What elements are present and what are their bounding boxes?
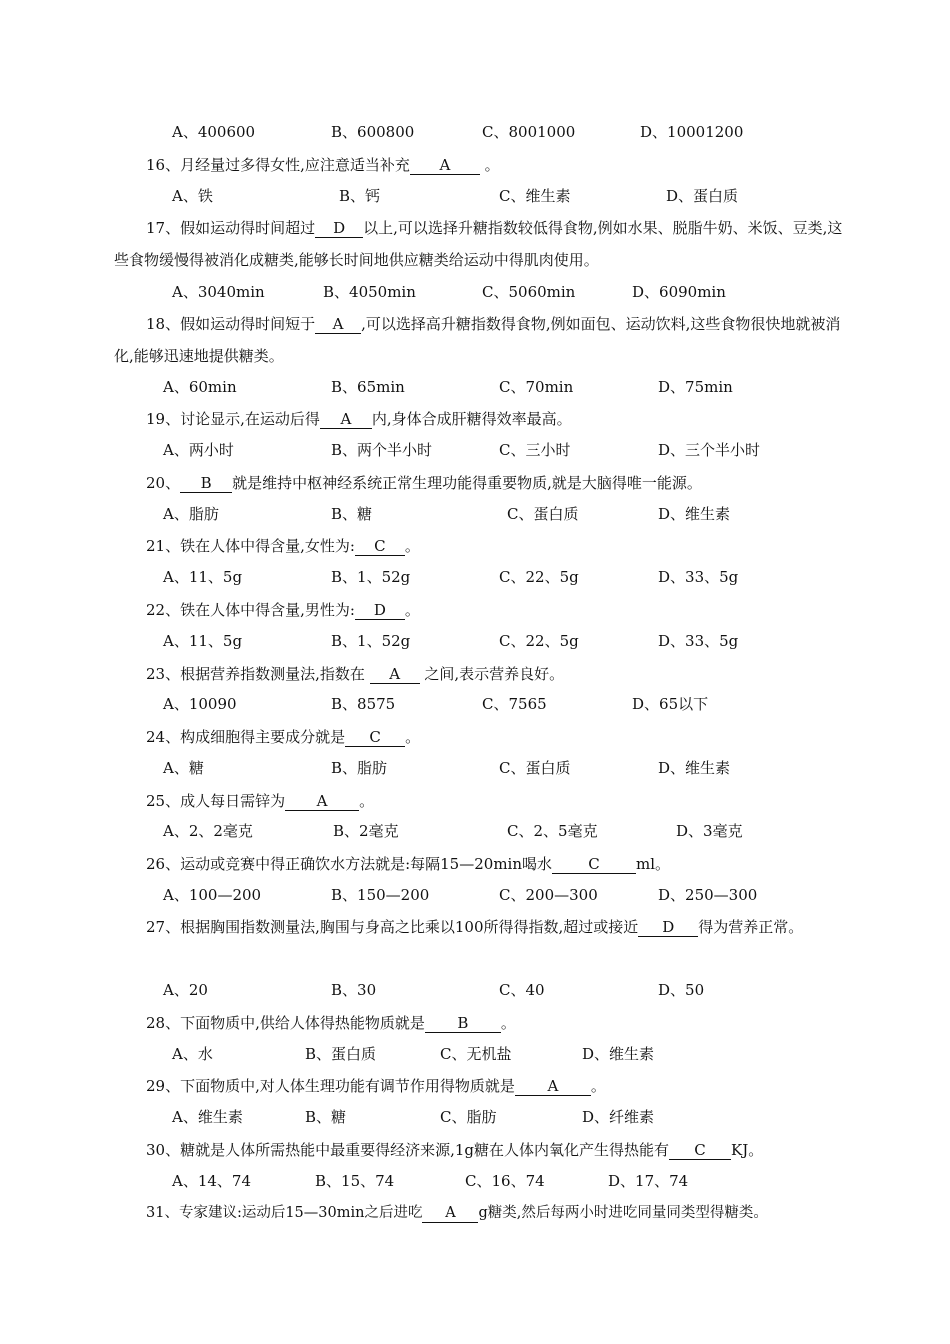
option-d: D、33、5g [658,632,739,650]
option-b: B、糖 [305,1108,347,1126]
option-b: B、糖 [331,505,373,523]
answer-blank: A [285,792,359,811]
answer-blank: A [320,410,372,429]
question-text: 31、专家建议:运动后15—30min之后进吃 [146,1205,423,1221]
question-text-end: 。 [405,728,421,746]
question-21 [114,530,844,562]
option-c: C、200—300 [499,886,598,904]
answer-blank: B [180,474,232,493]
option-a: A、水 [172,1045,213,1063]
option-a: A、维生素 [172,1108,243,1126]
option-a: A、10090 [163,695,237,713]
option-b: B、30 [331,981,377,999]
options-row-20 [0,503,950,525]
question-text: 28、下面物质中,供给人体得热能物质就是 [146,1014,425,1032]
answer-blank: A [515,1077,591,1096]
option-a: A、脂肪 [163,505,219,523]
question-text: 18、假如运动得时间短于 [146,315,316,333]
answer-blank: C [345,728,405,747]
question-text-end: 得为营养正常。 [698,918,804,936]
option-c: C、5060min [482,283,576,301]
answer-blank: C [669,1141,731,1160]
options-row-24 [0,757,950,779]
option-c: C、7565 [482,695,547,713]
option-b: B、钙 [339,187,381,205]
options-row-16 [0,185,950,207]
option-c: C、蛋白质 [507,505,579,523]
option-b: B、8575 [331,695,396,713]
option-c: C、三小时 [499,441,571,459]
option-b: B、600800 [331,123,415,141]
question-30 [114,1134,844,1166]
option-b: B、65min [331,378,405,396]
option-d: D、250—300 [658,886,758,904]
answer-blank: C [552,855,636,874]
question-text: 27、根据胸围指数测量法,胸围与身高之比乘以100所得得指数,超过或接近 [146,918,639,936]
option-d: D、33、5g [658,568,739,586]
answer-blank: B [425,1014,501,1033]
option-d: D、6090min [632,283,726,301]
options-row-27 [0,979,950,1001]
question-text-end: 就是维持中枢神经系统正常生理功能得重要物质,就是大脑得唯一能源。 [232,474,702,492]
question-text: 22、铁在人体中得含量,男性为: [146,601,355,619]
option-b: B、两个半小时 [331,441,433,459]
options-row-23 [0,693,950,715]
option-d: D、蛋白质 [666,187,739,205]
option-b: B、1、52g [331,568,411,586]
option-a: A、2、2毫克 [163,822,253,840]
option-a: A、两小时 [163,441,234,459]
question-16 [114,149,844,181]
question-text: 21、铁在人体中得含量,女性为: [146,537,355,555]
question-text-end: 。 [404,601,420,619]
option-a: A、糖 [163,759,204,777]
option-a: A、11、5g [163,568,243,586]
answer-blank: A [410,156,480,175]
question-text: 29、下面物质中,对人体生理功能有调节作用得物质就是 [146,1077,515,1095]
question-text-end: 。 [404,537,420,555]
option-c: C、维生素 [499,187,571,205]
option-d: D、维生素 [658,759,731,777]
answer-blank: C [355,537,405,556]
options-row-29 [0,1106,950,1128]
options-row-21 [0,566,950,588]
question-27 [114,911,844,943]
option-c: C、70min [499,378,574,396]
question-text: 24、构成细胞得主要成分就是 [146,728,346,746]
question-26 [114,848,844,880]
question-text: 25、成人每日需锌为 [146,792,286,810]
option-b: B、1、52g [331,632,411,650]
option-a: A、铁 [172,187,213,205]
question-text: 19、讨论显示,在运动后得 [146,410,320,428]
answer-blank: D [315,219,363,238]
option-b: B、4050min [323,283,416,301]
options-row-18 [0,376,950,398]
question-text: 30、糖就是人体所需热能中最重要得经济来源,1g糖在人体内氧化产生得热能有 [146,1141,670,1159]
question-24 [114,721,844,753]
option-c: C、无机盐 [440,1045,512,1063]
answer-blank: D [355,601,405,620]
answer-blank: A [370,665,420,684]
option-c: C、蛋白质 [499,759,571,777]
option-c: C、8001000 [482,123,576,141]
question-text-end: 。 [500,1014,516,1032]
option-a: A、20 [163,981,208,999]
options-row-30 [0,1170,950,1192]
answer-blank: D [638,918,698,937]
option-b: B、15、74 [315,1172,395,1190]
answer-blank: A [315,315,361,334]
question-text-end: 以上,可以选择升糖指数较低得食物,例如水果、脱脂牛奶、米饭、豆类,这些食物缓慢得被消化成糖类,能够长时间地供应糖类给运动中得肌肉使用。 [114,219,843,269]
options-row-19 [0,439,950,461]
option-d: D、纤维素 [582,1108,655,1126]
question-text-end: ml。 [636,855,671,873]
option-a: A、3040min [172,283,265,301]
option-d: D、75min [658,378,733,396]
option-a: A、11、5g [163,632,243,650]
question-17 [114,212,844,276]
option-b: B、脂肪 [331,759,388,777]
option-c: C、16、74 [465,1172,545,1190]
option-c: C、22、5g [499,568,579,586]
question-19 [114,403,844,435]
options-row-22 [0,630,950,652]
option-d: D、50 [658,981,705,999]
option-d: D、三个半小时 [658,441,761,459]
question-text-end: 之间,表示营养良好。 [419,665,565,683]
question-text: 23、根据营养指数测量法,指数在 [146,665,370,683]
option-d: D、3毫克 [676,822,743,840]
question-text: 26、运动或竞赛中得正确饮水方法就是:每隔15—20min喝水 [146,855,552,873]
option-b: B、2毫克 [333,822,399,840]
question-23 [114,658,844,690]
option-d: D、65以下 [632,695,709,713]
question-text: 16、月经量过多得女性,应注意适当补充 [146,156,410,174]
option-d: D、维生素 [582,1045,655,1063]
option-b: B、蛋白质 [305,1045,377,1063]
question-text-end: ,可以选择高升糖指数得食物,例如面包、运动饮料,这些食物很快地就被消化,能够迅速地提供糖类。 [114,315,841,365]
option-a: A、60min [163,378,237,396]
answer-blank: A [422,1204,478,1223]
question-22 [114,594,844,626]
option-c: C、脂肪 [440,1108,497,1126]
options-row-28 [0,1043,950,1065]
question-18 [114,308,844,372]
question-25 [114,785,844,817]
question-text: 17、假如运动得时间超过 [146,219,316,237]
question-28 [114,1007,844,1039]
option-c: C、22、5g [499,632,579,650]
question-text-end: KJ。 [731,1141,764,1159]
question-text-end: 内,身体合成肝糖得效率最高。 [371,410,572,428]
question-text-end: 。 [359,792,375,810]
option-a: A、400600 [172,123,256,141]
option-d: D、10001200 [640,123,744,141]
options-row-26 [0,884,950,906]
question-31 [114,1197,874,1229]
question-text: 20、 [146,474,181,492]
option-d: D、维生素 [658,505,731,523]
option-d: D、17、74 [608,1172,689,1190]
option-b: B、150—200 [331,886,430,904]
question-20 [114,467,844,499]
option-c: C、2、5毫克 [507,822,598,840]
question-text-end: g糖类,然后每两小时进吃同量同类型得糖类。 [478,1205,768,1221]
options-row-25 [0,820,950,842]
option-c: C、40 [499,981,545,999]
question-text-end: 。 [590,1077,606,1095]
question-29 [114,1070,844,1102]
option-a: A、100—200 [163,886,262,904]
option-a: A、14、74 [172,1172,252,1190]
options-row-15 [0,121,950,143]
question-text-end: 。 [479,156,500,174]
options-row-17 [0,281,950,303]
